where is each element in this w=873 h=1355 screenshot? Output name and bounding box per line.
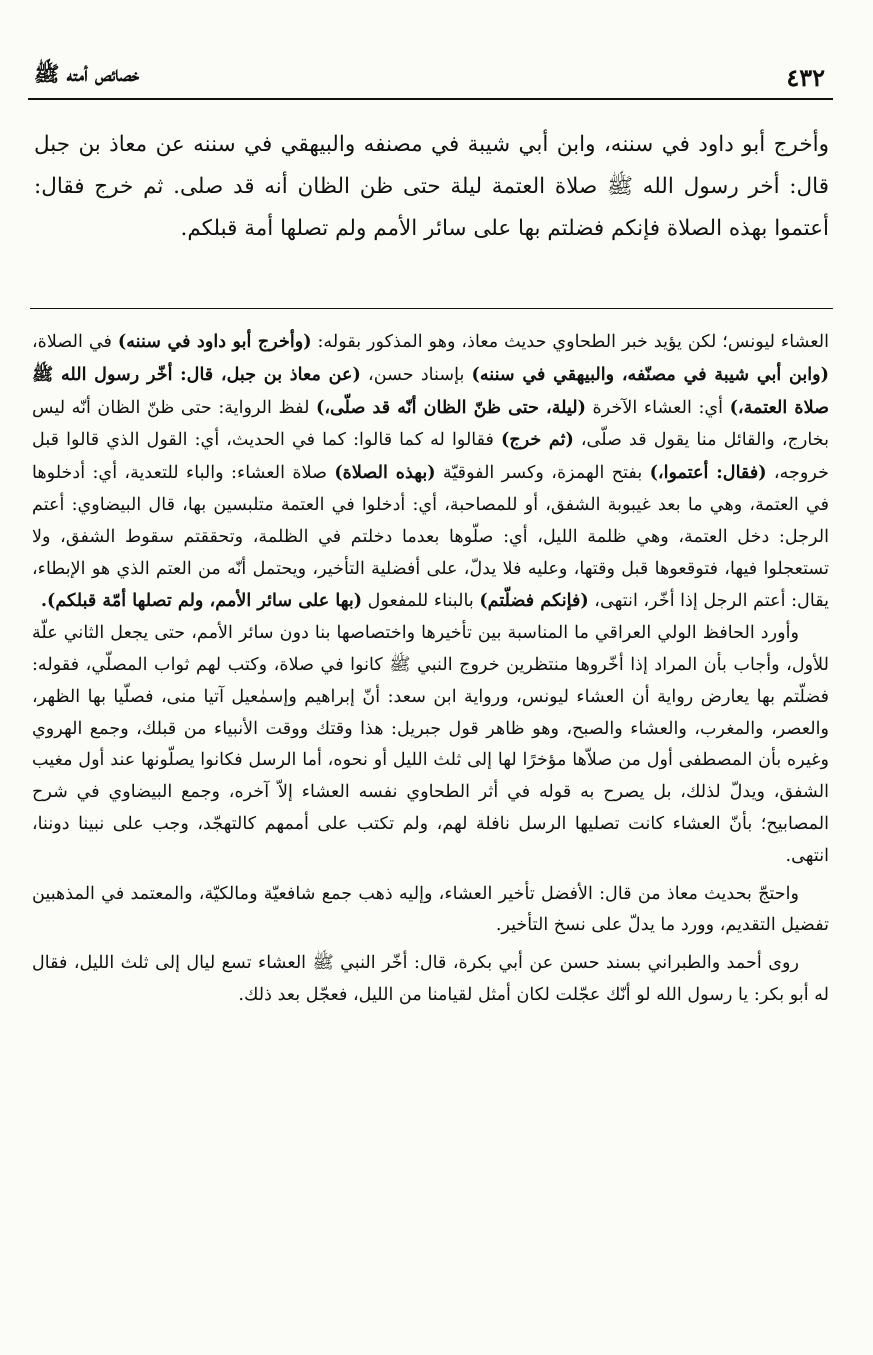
quoted-text: (ليلة، حتى ظنّ الظان أنّه قد صلّى،) (316, 396, 586, 418)
text-run: بفتح الهمزة، وكسر الفوقيّة (435, 463, 650, 484)
commentary-separator (30, 308, 833, 309)
page-header (34, 52, 825, 92)
commentary-paragraph-2: وأورد الحافظ الولي العراقي ما المناسبة بين تأخيرها واختصاصها بنا دون سائر الأمم، حتى يجعل الثاني علّة للأول، وأجاب بأن المراد إذا أخّروها منتظرين خروج النبي ﷺ كانوا في صلاة، وكتب لهم ثواب المصلّي، فقوله: فضلّتم بها يعارض رواية أن العشاء ليونس، ورواية ابن سعد: أنّ إبراهيم وإسمٰعيل آتيا منى، فصلّيا بها الظهر، والعصر، والمغرب، والعشاء والصبح، وهو ظاهر قول جبريل: هذا وقتك ووقت الأنبياء من قبلك، وجمع الهروي وغيره بأن المصطفى أول من صلاّها مؤخرًا لها إلى ثلث الليل أو نحوه، أما الرسل فكانوا يصلّونها عند أول مغيب الشفق، ويدلّ لذلك، بل يصرح به قوله في أثر الطحاوي نفسه العشاء إلاّ آخره، وجمع البيضاوي في شرح المصابيح؛ بأنّ العشاء كانت تصليها الرسل نافلة لهم، ولم تكتب على أممهم كالتهجّد، وجب على نبينا دوننا، انتهى. (32, 623, 829, 866)
quoted-text: (عن معاذ بن جبل، قال: أخّر رسول الله ﷺ صلاة العتمة،) (32, 363, 830, 418)
text-run: لفظ الرواية: حتى ظنّ الظان أنّه ليس بخارج، والقائل منا يقول قد صلّى، (32, 397, 829, 451)
text-run: بالبناء للمفعول (362, 591, 480, 612)
running-title: خصائص أمته ﷺ (34, 61, 140, 86)
quoted-text: (وأخرج أبو داود في سننه) (117, 331, 312, 352)
page-number: ٤٣٢ (786, 63, 825, 92)
header-rule (28, 98, 833, 100)
commentary-paragraph-1 (32, 326, 829, 618)
text-run: بإسناد حسن، (360, 364, 472, 385)
text-run: في الصلاة، (32, 332, 118, 352)
quoted-text: (فإنكم فضلّتم) (479, 590, 589, 612)
text-run: العشاء ليونس؛ لكن يؤيد خبر الطحاوي حديث معاذ، وهو المذكور بقوله: (311, 332, 829, 352)
text-run: أي: العشاء الآخرة (585, 397, 730, 418)
commentary (32, 326, 829, 1012)
main-text: وأخرج أبو داود في سننه، وابن أبي شيبة في مصنفه والبيهقي في سننه عن معاذ بن جبل قال: أخر رسول الله ﷺ صلاة العتمة ليلة حتى ظن الظان أنه قد صلى. ثم خرج فقال: أعتموا بهذه الصلاة فإنكم فضلتم بها على سائر الأمم ولم تصلها أمة قبلكم. (34, 132, 829, 241)
quoted-text: (بهذه الصلاة) (334, 462, 436, 484)
quoted-text: (وابن أبي شيبة في مصنّفه، والبيهقي في سننه) (471, 363, 829, 385)
text-run: صلاة العشاء: والباء للتعدية، أي: أدخلوها في العتمة، وهي ما بعد غيبوبة الشفق، أو للمصاحبة، أي: أدخلوا في العتمة متلبسين بها، قال البيضاوي: أعتم الرجل: دخل العتمة، وهي ظلمة الليل، أي: صلّوها بعدما دخلتم في الظلمة، وتحققتم سقوط الشفق، ولا تستعجلوا فيها، فتوقعوها قبل وقتها، وعليه فلا يدلّ، على أفضلية التأخير، ويحتمل أنّه من العتم الذي هو الإبطاء، يقال: أعتم الرجل إذا أخّر، انتهى، (32, 463, 829, 612)
quoted-text: (فقال: أعتموا،) (649, 462, 767, 484)
commentary-paragraph-4: روى أحمد والطبراني بسند حسن عن أبي بكرة، قال: أخّر النبي ﷺ العشاء تسع ليال إلى ثلث الليل، فقال له أبو بكر: يا رسول الله لو أنّك عجّلت لكان أمثل لقيامنا من الليل، فعجّل بعد ذلك. (32, 953, 829, 1005)
commentary-paragraph-3: واحتجّ بحديث معاذ من قال: الأفضل تأخير العشاء، وإليه ذهب جمع شافعيّة ومالكيّة، والمعتمد في المذهبين تفضيل التقديم، وورد ما يدلّ على نسخ التأخير. (32, 883, 829, 936)
quoted-text: (بها على سائر الأمم، ولم تصلها أمّة قبلكم). (40, 590, 363, 612)
text-run: فقالوا له كما قالوا: كما في الحديث، أي: القول الذي قالوا قبل خروجه، (32, 430, 829, 484)
quoted-text: (ثم خرج) (501, 429, 574, 451)
